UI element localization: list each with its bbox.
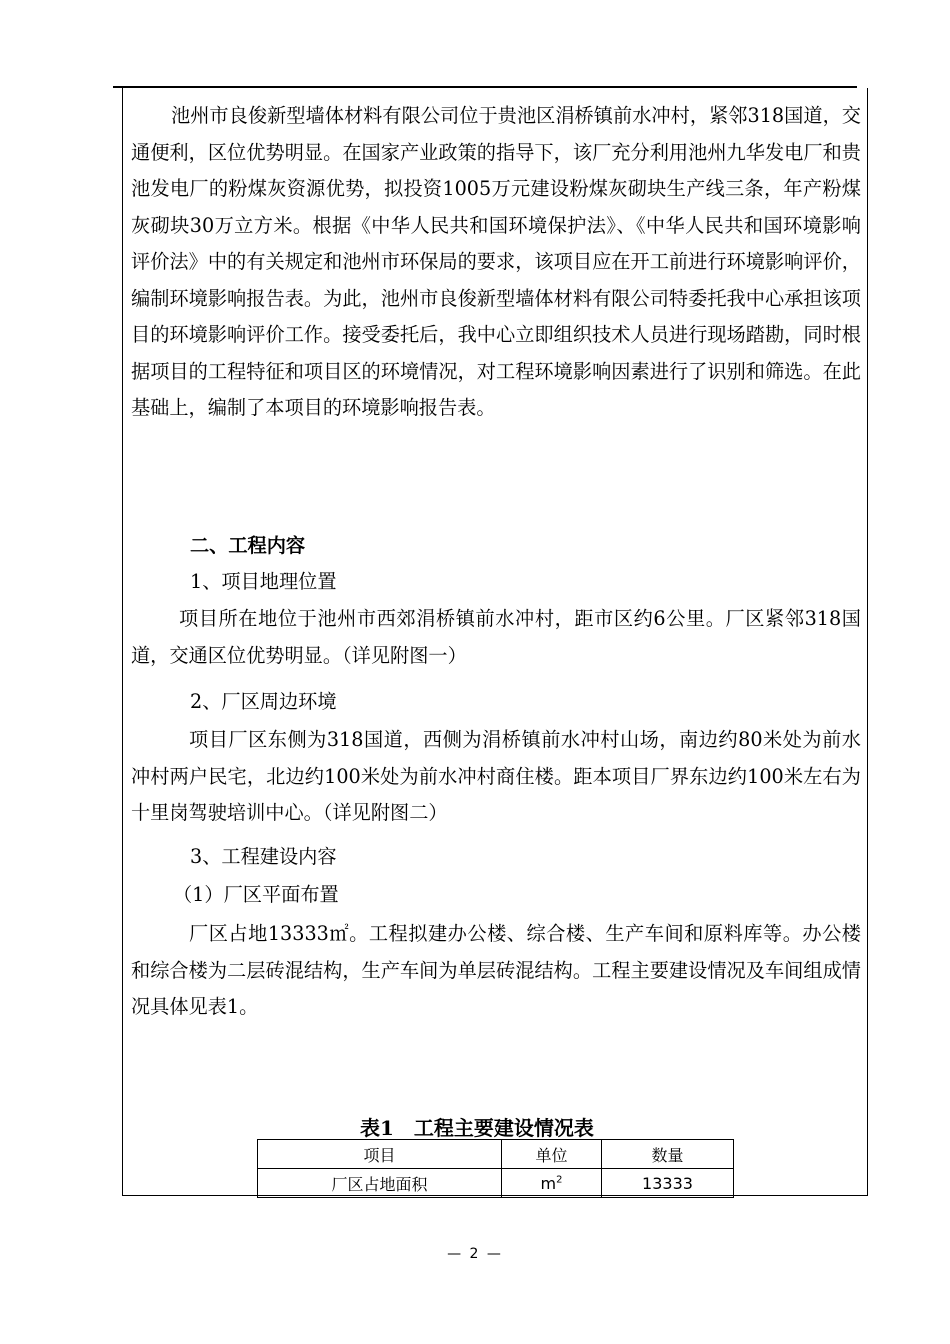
cell-item: 厂区占地面积 bbox=[258, 1169, 502, 1198]
subsection-3-1-title: （1）厂区平面布置 bbox=[173, 883, 339, 906]
construction-table bbox=[257, 1139, 734, 1198]
section-title: 二、工程内容 bbox=[190, 534, 306, 557]
subsection-3-1-body bbox=[131, 916, 861, 1026]
subsection-1-text: 项目所在地位于池州市西郊涓桥镇前水冲村，距市区约6公里。厂区紧邻318国道，交通区位优势明显。（详见附图一） bbox=[131, 607, 861, 667]
unit-base: m bbox=[540, 1173, 557, 1193]
cell-unit bbox=[502, 1169, 602, 1198]
table-title: 表1 工程主要建设情况表 bbox=[360, 1116, 594, 1140]
page-number: — 2 — bbox=[447, 1246, 503, 1262]
subsection-3-1-text bbox=[131, 916, 861, 1026]
table-row bbox=[258, 1169, 734, 1198]
intro-block bbox=[131, 98, 861, 427]
subsection-2-body bbox=[131, 722, 861, 832]
site-area-text: 厂区占地13333㎡ bbox=[189, 922, 350, 945]
subsection-3-title: 3、工程建设内容 bbox=[190, 845, 337, 868]
header-unit: 单位 bbox=[502, 1140, 602, 1169]
cell-quantity: 13333 bbox=[602, 1169, 734, 1198]
subsection-1-body bbox=[131, 601, 861, 674]
subsection-2-text: 项目厂区东侧为318国道，西侧为涓桥镇前水冲村山场，南边约80米处为前水冲村两户民宅，北边约100米处为前水冲村商住楼。距本项目厂界东边约100米左右为十里岗驾驶培训中心。（详见附图二） bbox=[131, 728, 861, 824]
subsection-1-title: 1、项目地理位置 bbox=[190, 570, 337, 593]
header-quantity: 数量 bbox=[602, 1140, 734, 1169]
subsection-2-title: 2、厂区周边环境 bbox=[190, 690, 337, 713]
intro-paragraph: 池州市良俊新型墙体材料有限公司位于贵池区涓桥镇前水冲村，紧邻318国道，交通便利，区位优势明显。在国家产业政策的指导下，该厂充分利用池州九华发电厂和贵池发电厂的粉煤灰资源优势，拟投资1005万元建设粉煤灰砌块生产线三条，年产粉煤灰砌块30万立方米。根据《中华人民共和国环境保护法》、《中华人民共和国环境影响评价法》中的有关规定和池州市环保局的要求，该项目应在开工前进行环境影响评价，编制环境影响报告表。为此，池州市良俊新型墙体材料有限公司特委托我中心承担该项目的环境影响评价工作。接受委托后，我中心立即组织技术人员进行现场踏勘，同时根据项目的工程特征和项目区的环境情况，对工程环境影响因素进行了识别和筛选。在此基础上，编制了本项目的环境影响报告表。 bbox=[131, 104, 861, 419]
unit-superscript: 2 bbox=[556, 1174, 563, 1186]
header-item: 项目 bbox=[258, 1140, 502, 1169]
subsection-3-1-rest: 。工程拟建办公楼、综合楼、生产车间和原料库等。办公楼和综合楼为二层砖混结构，生产车间为单层砖混结构。工程主要建设情况及车间组成情况具体见表1。 bbox=[131, 922, 861, 1018]
table-header-row bbox=[258, 1140, 734, 1169]
